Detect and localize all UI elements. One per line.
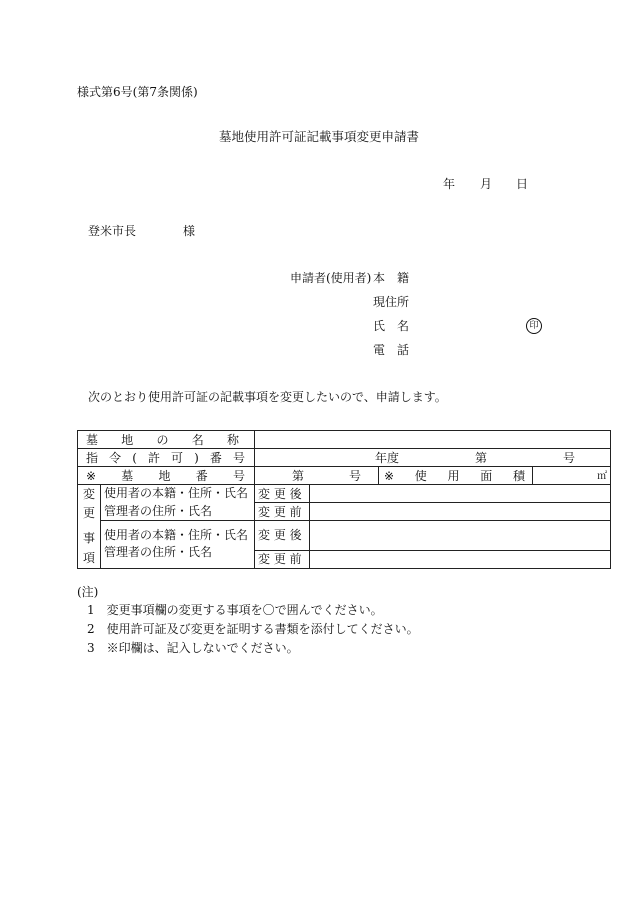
permit-go-label: 号: [563, 450, 576, 465]
label-char: ※: [86, 468, 97, 483]
note-number: 1: [87, 603, 95, 617]
label-char: 番: [195, 468, 208, 483]
note-number: 2: [87, 622, 95, 636]
group1-before-field[interactable]: [310, 503, 611, 521]
change-group-line1: 使用者の本籍・住所・氏名: [104, 486, 249, 501]
note-text: ※印欄は、記入しないでください。: [106, 641, 299, 655]
cemetery-name-label: [78, 431, 255, 449]
note-item: [87, 642, 299, 654]
area-field[interactable]: [533, 467, 611, 485]
label-char: 許: [147, 450, 160, 465]
table-row-group1-after: [78, 485, 611, 503]
label-char: ): [194, 450, 199, 465]
permit-number-label: [78, 449, 255, 467]
label-char: 号: [233, 450, 246, 465]
seal-icon: 印: [526, 318, 542, 334]
group1-after-field[interactable]: [310, 485, 611, 503]
label-char: 名: [191, 432, 204, 447]
area-label: [379, 467, 533, 485]
note-item: [87, 604, 383, 616]
table-row-cemetery-name: [78, 431, 611, 449]
notes-header: (注): [77, 585, 99, 599]
change-items-table: [77, 430, 611, 569]
after-label: 変 更 後: [255, 521, 310, 551]
after-label: 変 更 後: [255, 485, 310, 503]
permit-dai-label: 第: [475, 450, 488, 465]
label-char: 墓: [86, 432, 99, 447]
applicant-address-label: 現住所: [373, 295, 410, 309]
plot-dai-label: 第: [292, 468, 305, 483]
label-char: 令: [109, 450, 122, 465]
addressee-name: 登米市長: [88, 224, 137, 238]
change-group-line2: 管理者の住所・氏名: [104, 545, 213, 560]
label-char: 地: [121, 432, 134, 447]
plot-number-label: [78, 467, 255, 485]
seal-mark: [526, 318, 542, 334]
label-char: 項: [82, 550, 95, 565]
label-char: 用: [447, 468, 460, 483]
change-items-label: [78, 485, 101, 569]
date-year-label: 年: [443, 177, 456, 191]
permit-nendo-label: 年度: [375, 450, 400, 465]
label-char: 面: [480, 468, 493, 483]
label-char: 事: [82, 531, 95, 546]
before-label: 変 更 前: [255, 503, 310, 521]
group2-after-field[interactable]: [310, 521, 611, 551]
note-item: [87, 623, 419, 635]
label-char: 号: [232, 468, 245, 483]
change-group2-label[interactable]: [101, 521, 255, 569]
form-number: 様式第6号(第7条関係): [77, 85, 198, 99]
intro-text: 次のとおり使用許可証の記載事項を変更したいので、申請します。: [88, 390, 447, 404]
note-number: 3: [87, 641, 95, 655]
label-char: ※: [384, 468, 395, 483]
label-char: 墓: [121, 468, 134, 483]
label-char: 使: [414, 468, 427, 483]
table-row-plot-number: [78, 467, 611, 485]
plot-go-label: 号: [349, 468, 362, 483]
label-char: (: [132, 450, 137, 465]
note-text: 変更事項欄の変更する事項を〇で囲んでください。: [106, 603, 383, 617]
date-day-label: 日: [516, 177, 529, 191]
label-char: の: [156, 432, 169, 447]
label-char: 積: [513, 468, 526, 483]
label-char: 地: [158, 468, 171, 483]
addressee-honorific: 様: [183, 224, 196, 238]
label-char: 変: [82, 487, 95, 501]
before-label: 変 更 前: [255, 550, 310, 568]
document-title: 墓地使用許可証記載事項変更申請書: [219, 129, 420, 144]
applicant-name-label: 氏 名: [373, 319, 410, 333]
cemetery-name-field[interactable]: [255, 431, 611, 449]
table-row-permit-number: [78, 449, 611, 467]
change-group-line2: 管理者の住所・氏名: [104, 503, 213, 518]
applicant-honseki-label: 本 籍: [373, 271, 410, 285]
permit-number-field[interactable]: [255, 449, 611, 467]
label-char: 番: [209, 450, 222, 465]
date-month-label: 月: [480, 177, 493, 191]
note-text: 使用許可証及び変更を証明する書類を添付してください。: [106, 622, 419, 636]
label-char: 更: [82, 506, 95, 521]
change-group-line1: 使用者の本籍・住所・氏名: [104, 527, 249, 542]
applicant-phone-label: 電 話: [373, 343, 410, 357]
applicant-label: 申請者(使用者): [290, 271, 372, 285]
label-char: 指: [86, 450, 99, 465]
label-char: 可: [171, 450, 184, 465]
group2-before-field[interactable]: [310, 550, 611, 568]
table-row-group2-after: [78, 521, 611, 551]
change-group1-label[interactable]: [101, 485, 255, 521]
area-unit: ㎡: [597, 471, 608, 482]
plot-number-field[interactable]: [255, 467, 379, 485]
label-char: 称: [227, 432, 240, 447]
